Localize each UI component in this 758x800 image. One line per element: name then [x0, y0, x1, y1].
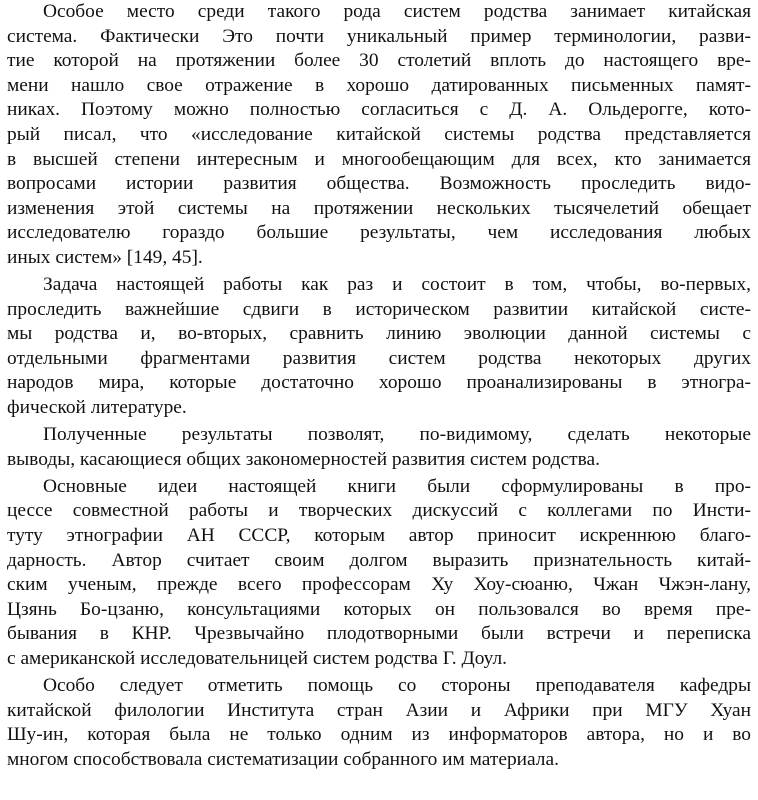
- text-line: Шу-ин, которая была не только одним из информаторов автора, но и во: [7, 724, 751, 746]
- text-line: Полученные результаты позволят, по-видимому, сделать некоторые: [43, 424, 751, 446]
- text-line: китайской филологии Института стран Азии и Африки при МГУ Хуан: [7, 699, 751, 721]
- text-line: цессе совместной работы и творческих дискуссий с коллегами по Инсти-: [7, 500, 751, 522]
- text-line: Особое место среди такого рода систем родства занимает китайская: [43, 1, 751, 22]
- text-line: мы родства и, во-вторых, сравнить линию эволюции данной системы с: [7, 323, 751, 345]
- text-line: выводы, касающиеся общих закономерностей развития систем родства.: [7, 448, 600, 470]
- text-line: Задача настоящей работы как раз и состоит в том, чтобы, во-первых,: [43, 274, 751, 296]
- paragraph-5: [7, 674, 751, 772]
- text-line: в высшей степени интересным и многообещающим для всех, кто занимается: [7, 148, 751, 170]
- text-line: проследить важнейшие сдвиги в историческом развитии китайской систе-: [7, 298, 751, 320]
- text-line: народов мира, которые достаточно хорошо проанализированы в этногра-: [7, 372, 751, 394]
- text-line: тие которой на протяжении более 30 столетий вплоть до настоящего вре-: [7, 50, 751, 72]
- text-line: Особо следует отметить помощь со стороны преподавателя кафедры: [43, 675, 751, 697]
- text-line: никах. Поэтому можно полностью согласиться с Д. А. Ольдерогге, кото-: [7, 99, 751, 121]
- paragraph-1: [7, 0, 751, 271]
- text-line: система. Фактически Это почти уникальный пример терминологии, разви-: [7, 25, 751, 47]
- paragraph-2: [7, 273, 751, 421]
- document-page: [7, 0, 751, 772]
- text-line: мени нашло свое отражение в хорошо датированных письменных памят-: [7, 74, 751, 96]
- text-line: дарность. Автор считает своим долгом выразить признательность китай-: [7, 549, 751, 571]
- text-line: отдельными фрагментами развития систем родства некоторых других: [7, 347, 751, 369]
- text-line: Цзянь Бо-цзаню, консультациями которых он пользовался во время пре-: [7, 598, 751, 620]
- text-line: фической литературе.: [7, 397, 187, 418]
- text-line: с американской исследовательницей систем родства Г. Доул.: [7, 647, 508, 669]
- text-line: иных систем» [149, 45].: [7, 246, 203, 268]
- text-line: многом способствовала систематизации собранного им материала.: [7, 748, 559, 770]
- paragraph-4: [7, 475, 751, 672]
- text-line: ским ученым, прежде всего профессорам Ху Хоу-сюаню, Чжан Чжэн-лану,: [7, 574, 751, 596]
- text-line: исследователю гораздо большие результаты, чем исследования любых: [7, 222, 751, 244]
- paragraph-3: [7, 423, 751, 472]
- text-line: туту этнографии АН СССР, которым автор приносит искреннюю благо-: [7, 524, 751, 546]
- text-line: изменения этой системы на протяжении нескольких тысячелетий обещает: [7, 197, 751, 219]
- text-line: рый писал, что «исследование китайской системы родства представляется: [7, 123, 751, 145]
- text-line: вопросами истории развития общества. Возможность проследить видо-: [7, 173, 751, 195]
- text-line: бывания в КНР. Чрезвычайно плодотворными были встречи и переписка: [7, 623, 751, 645]
- text-line: Основные идеи настоящей книги были сформулированы в про-: [43, 475, 751, 497]
